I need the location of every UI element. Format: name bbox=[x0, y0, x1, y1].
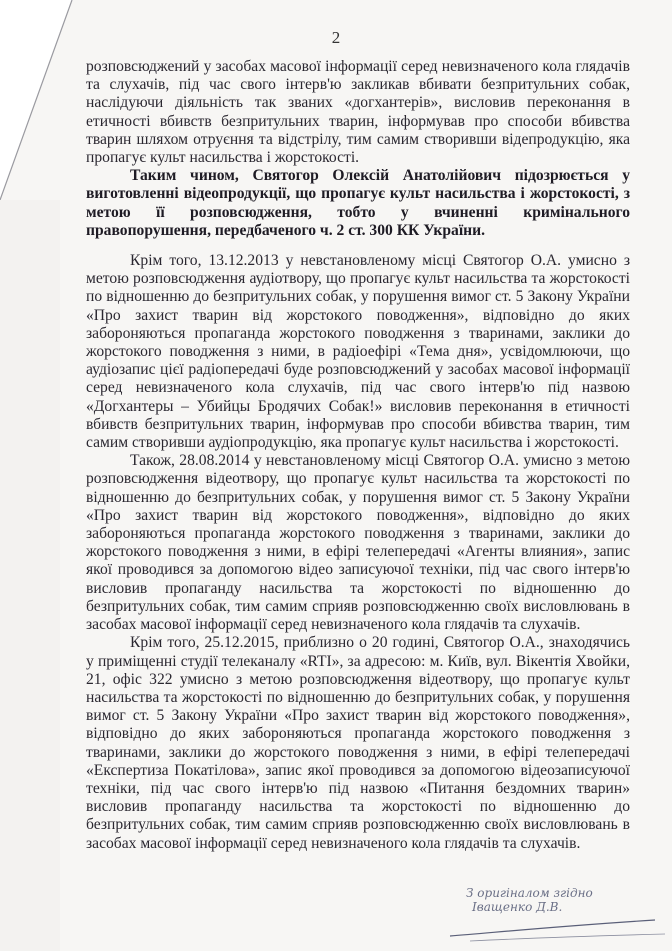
paragraph-episode-2015: Крім того, 25.12.2015, приблизно о 20 годині, Святогор О.А., знаходячись у приміщенні студії телеканалу «RTI», за адресою: м. Київ, вул. Вікентія Хвойки, 21, офіс 322 умисно з метою розповсюдження відеотвору, що пропагує культ насильства та жорстокості по відношенню до безпритульних собак, у порушення вимог ст. 5 Закону України «Про захист тварин від жорстокого поводження», відповідно до яких забороняються пропаганда жорстокого поводження з тваринами, заклики до жорстокого поводження з ними, в ефірі телепередачі «Експертиза Покатілова», запис якої проводився за допомогою відеозаписуючої техніки, під час свого інтерв'ю під назвою «Питання бездомних тварин» висловив пропаганду насильства та жорстокості по відношенню до безпритульних собак, тим самим сприяв розповсюдженню своїх висловлювань в засобах масової інформації серед невизначеного кола глядачів та слухачів. bbox=[86, 634, 630, 852]
handwritten-certification bbox=[466, 886, 656, 914]
paragraph-continuation: розповсюджений у засобах масової інформації серед невизначеного кола глядачів та слухачів, під час свого інтерв'ю закликав вбивати безпритульних собак, наслідуючи діяльність так званих «догхантерів», висловив переконання в етичності вбивств безпритульних тварин, інформував про способи вбивства тварин шляхом отруєння та відстрілу, тим самим створивши відепродукцію, яка пропагує культ насильства і жорстокості. bbox=[86, 58, 630, 167]
handwritten-signature: Іващенко Д.В. bbox=[472, 900, 563, 914]
document-body bbox=[86, 58, 630, 853]
paragraph-suspicion-summary: Таким чином, Святогор Олексій Анатолійович підозрюється у виготовленні відеопродукції, що пропагує культ насильства і жорстокості, з метою її розповсюдження, тобто у вчиненні кримінального правопорушення, передбаченого ч. 2 ст. 300 КК України. bbox=[86, 167, 630, 239]
paragraph-episode-2013: Крім того, 13.12.2013 у невстановленому місці Святогор О.А. умисно з метою розповсюдження аудіотвору, що пропагує культ насильства та жорстокості по відношенню до безпритульних собак, у порушення вимог ст. 5 Закону України «Про захист тварин від жорстокого поводження», відповідно до яких забороняються пропаганда жорстокого поводження з тваринами, заклики до жорстокого поводження з ними, в радіоефірі «Тема дня», усвідомлюючи, що аудіозапис цієї радіопередачі буде розповсюджений у засобах масової інформації серед невизначеного кола слухачів, під час свого інтерв'ю під назвою «Догхантеры – Убийцы Бродячих Собак!» висловив переконання в етичності вбивств безпритульних тварин, інформував про способи вбивства тварин, тим самим створивши аудіопродукцію, яка пропагує культ насильства і жорстокості. bbox=[86, 252, 630, 452]
paragraph-episode-2014: Також, 28.08.2014 у невстановленому місці Святогор О.А. умисно з метою розповсюдження відеотвору, що пропагує культ насильства та жорстокості по відношенню до безпритульних собак, у порушення вимог ст. 5 Закону України «Про захист тварин від жорстокого поводження», відповідно до яких забороняються пропаганда жорстокого поводження з тваринами, заклики до жорстокого поводження з ними, в ефірі телепередачі «Агенты влияния», запис якої проводився за допомогою відео записуючої техніки, під час свого інтерв'ю висловив пропаганду насильства та жорстокості по відношенню до безпритульних собак, тим самим сприяв розповсюдженню своїх висловлювань в засобах масової інформації серед невизначеного кола глядачів та слухачів. bbox=[86, 452, 630, 634]
handwritten-note-line1: З оригіналом згідно bbox=[466, 886, 593, 900]
signature-stroke bbox=[440, 914, 670, 944]
page-number: 2 bbox=[331, 28, 341, 47]
